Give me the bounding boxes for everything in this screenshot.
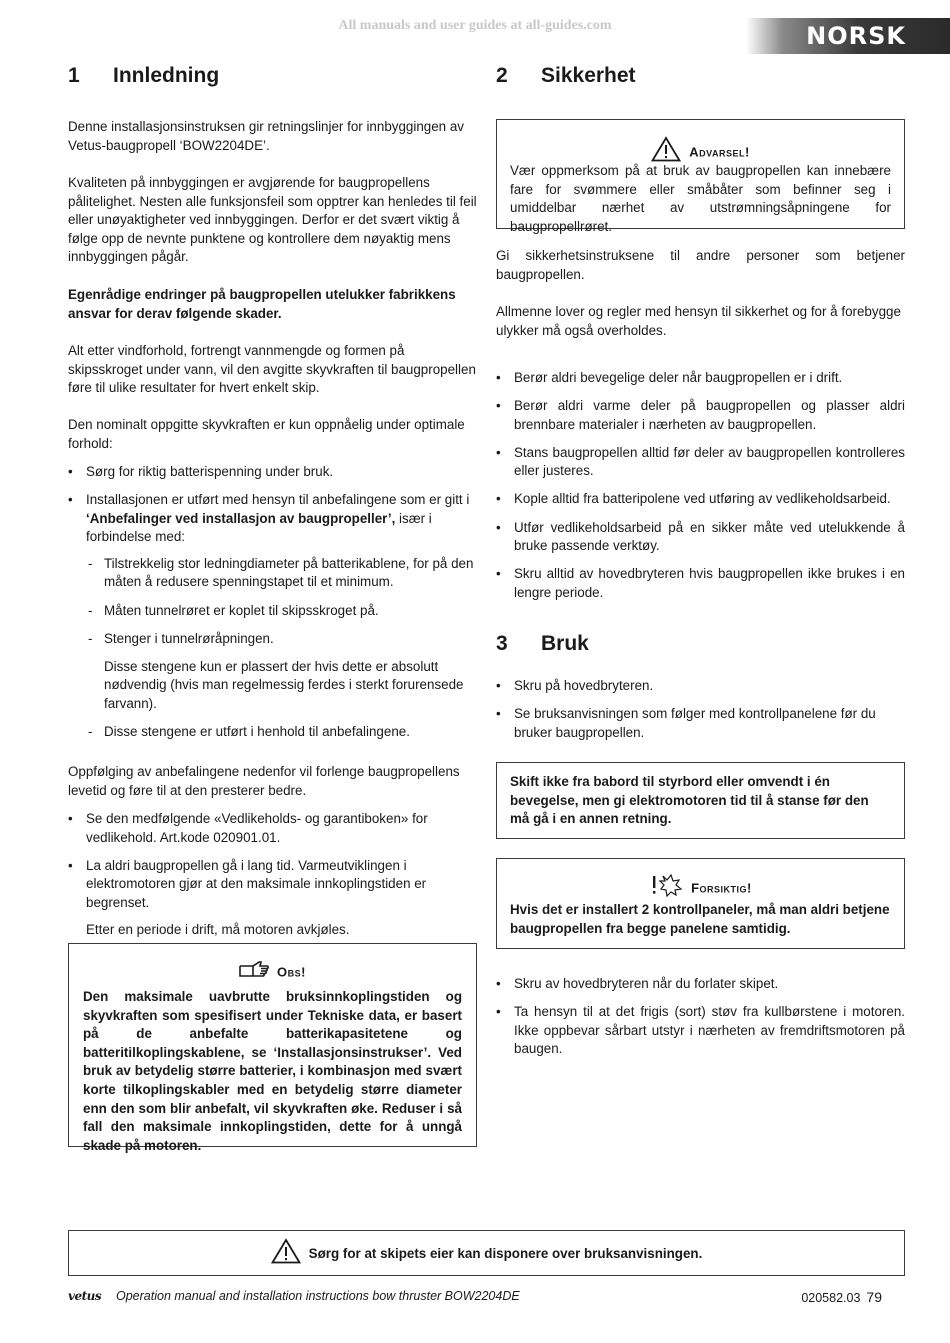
conditions-list [68,463,477,751]
list-item [68,857,477,940]
recommendations-reference: ‘Anbefalinger ved installasjon av baugpropeller’, [86,510,396,526]
section-1-title: Innledning [113,64,220,87]
maintenance-list [68,810,477,950]
obs-box [68,943,477,1153]
warning-text: Vær oppmerksom på at bruk av baugpropellen kan innebære fare for svømmere eller småbåter som befinner seg i umiddelbar nærhet av utstrømningsåpningene for baugpropellrøret. [510,163,891,234]
caution-header [510,873,891,897]
list-item: • Stans baugpropellen alltid før deler av baugpropellen kontrolleres eller justeres. [496,444,905,481]
section-2-heading [496,64,636,88]
section-2-number: 2 [496,64,508,87]
thrust-paragraph: Alt etter vindforhold, fortrengt vannmengde og formen på skipsskroget under vann, vil den avgitte skyvkraften til baugpropellen føre til ulike resultater for hvert enkelt skip. [68,343,476,396]
section-1-heading [68,64,219,88]
dash-item-text: Stenger i tunnelrøråpningen. [104,630,274,646]
section-3-number: 3 [496,632,508,655]
warning-heading: Advarsel! [689,144,750,160]
direction-note-text: Skift ikke fra babord til styrbord eller omvendt i én bevegelse, men gi elektromotoren tid til å stanse før den må gå i en annen retning. [510,774,869,827]
dash-item: - Disse stengene er utført i henhold til anbefalingene. [86,723,477,742]
list-item: • Se bruksanvisningen som følger med kontrollpanelene før du bruker baugpropellen. [496,705,905,742]
quality-paragraph: Kvaliteten på innbyggingen er avgjørende for baugpropellens pålitelighet. Nesten alle funksjonsfeil som opptrer kan henledes til feil eller unøyaktigheter ved innbyggingen. Derfor er det svært viktig å følge opp de nevnte punktene og kontrollere dem nøyaktig mens innbyggingen pågår. [68,175,477,265]
language-tab [746,18,950,54]
language-label: NORSK [806,22,906,50]
list-item: • Ta hensyn til at det frigis (sort) støv fra kullbørstene i motoren. Ikke oppbevar sårbart utstyr i nærheten av fremdriftsmotoren på baugen. [496,1003,905,1059]
dash-item: - Tilstrekkelig stor ledningdiameter på batterikablene, for på den måten å redusere spenningstapet til et minimum. [86,555,477,592]
list-item: • Se den medfølgende «Vedlikeholds- og garantiboken» for vedlikehold. Art.kode 020901.01. [68,810,477,847]
direction-note-box [496,762,905,839]
obs-text: Den maksimale uavbrutte bruksinnkoplingstiden og skyvkraften som spesifisert under Tekniske data, er basert på de anbefalte batterikapasitetene og batteritilkoplingskablene, se ‘Installasjonsinstrukser’. Ved bruk av betydelig større batterier, i kombinasjon med svært korte tilkoplingskabler med en betydelig større diameter enn den som blir anbefalt, vil skyvkraften øke. Reduser i så fall den maksimale innkoplingstiden, dette for å unngå skade på motoren. [83,989,462,1153]
watermark: All manuals and user guides at all-guides.com [338,18,612,33]
owner-notice-text: Sørg for at skipets eier kan disponere over bruksanvisningen. [308,1245,703,1261]
owner-notice-box [68,1230,905,1276]
obs-heading: Obs! [277,964,306,980]
nominal-thrust-paragraph: Den nominalt oppgitte skyvkraften er kun oppnåelig under optimale forhold: [68,417,465,451]
caution-text: Hvis det er installert 2 kontrollpaneler, må man aldri betjene baugpropellen fra begge panelene samtidig. [510,902,890,936]
list-item: • Skru av hovedbryteren når du forlater skipet. [496,975,905,994]
list-item-text: La aldri baugpropellen gå i lang tid. Varmeutviklingen i elektromotoren gjør at den maksimale innkoplingstiden er begrenset. [86,857,427,910]
page-number: 79 [866,1289,882,1305]
usage-list [496,677,905,752]
list-item-text: især i forbindelse med: [86,510,432,545]
section-2-title: Sikkerhet [541,64,636,87]
laws-paragraph: Allmenne lover og regler med hensyn til sikkerhet og for å forebygge ulykker må også overholdes. [496,304,901,338]
document-code: 020582.03 [801,1291,861,1305]
installation-details-list [86,555,477,742]
list-item: • Kople alltid fra batteripolene ved utføring av vedlikeholdsarbeid. [496,490,905,509]
vetus-logo: vetus [68,1289,102,1303]
caution-heading: Forsiktig! [691,880,752,896]
cooling-note: Etter en periode i drift, må motoren avkjøles. [86,922,350,938]
dash-item [86,630,477,649]
recommendations-paragraph: Oppfølging av anbefalingene nedenfor vil forlenge baugpropellens levetid og føre til at den presterer bedre. [68,764,460,798]
list-item-text: Installasjonen er utført med hensyn til anbefalingene som er gitt i [86,492,470,508]
list-item: • Sørg for riktig batterispenning under bruk. [68,463,477,482]
list-item: • Skru på hovedbryteren. [496,677,905,696]
dash-item: - Måten tunnelrøret er koplet til skipsskroget på. [86,602,477,621]
list-item: • Berør aldri bevegelige deler når baugpropellen er i drift. [496,369,905,388]
caution-box [496,858,905,949]
warning-box [496,119,905,234]
section-3-title: Bruk [541,632,589,655]
intro-paragraph: Denne installasjonsinstruksen gir retningslinjer for innbyggingen av Vetus-baugpropell ‘BOW2204DE’. [68,119,464,153]
warning-triangle-icon [271,1238,301,1269]
footer-title: Operation manual and installation instructions bow thruster BOW2204DE [116,1289,520,1303]
list-item: • Berør aldri varme deler på baugpropellen og plasser aldri brennbare materialer i nærheten av baugpropellen. [496,397,905,434]
safety-list [496,369,905,612]
list-item [68,491,477,742]
pointing-hand-icon [239,960,269,986]
dash-item-note [86,658,477,714]
safety-instructions-paragraph: Gi sikkerhetsinstruksene til andre personer som betjener baugpropellen. [496,248,905,282]
liability-paragraph: Egenrådige endringer på baugpropellen utelukker fabrikkens ansvar for derav følgende skader. [68,287,456,321]
footer-code [801,1289,882,1305]
section-1-number: 1 [68,64,80,87]
list-item: • Utfør vedlikeholdsarbeid på en sikker måte ved utelukkende å bruke passende verktøy. [496,519,905,556]
warning-header [510,136,891,160]
shutdown-list [496,975,905,1068]
bars-note: Disse stengene kun er plassert der hvis dette er absolutt nødvendig (hvis man regelmessig ferdes i sterkt forurensede farvann). [104,658,464,711]
section-3-heading [496,632,589,656]
list-item: • Skru alltid av hovedbryteren hvis baugpropellen ikke brukes i en lengre periode. [496,565,905,602]
obs-header [83,960,462,984]
